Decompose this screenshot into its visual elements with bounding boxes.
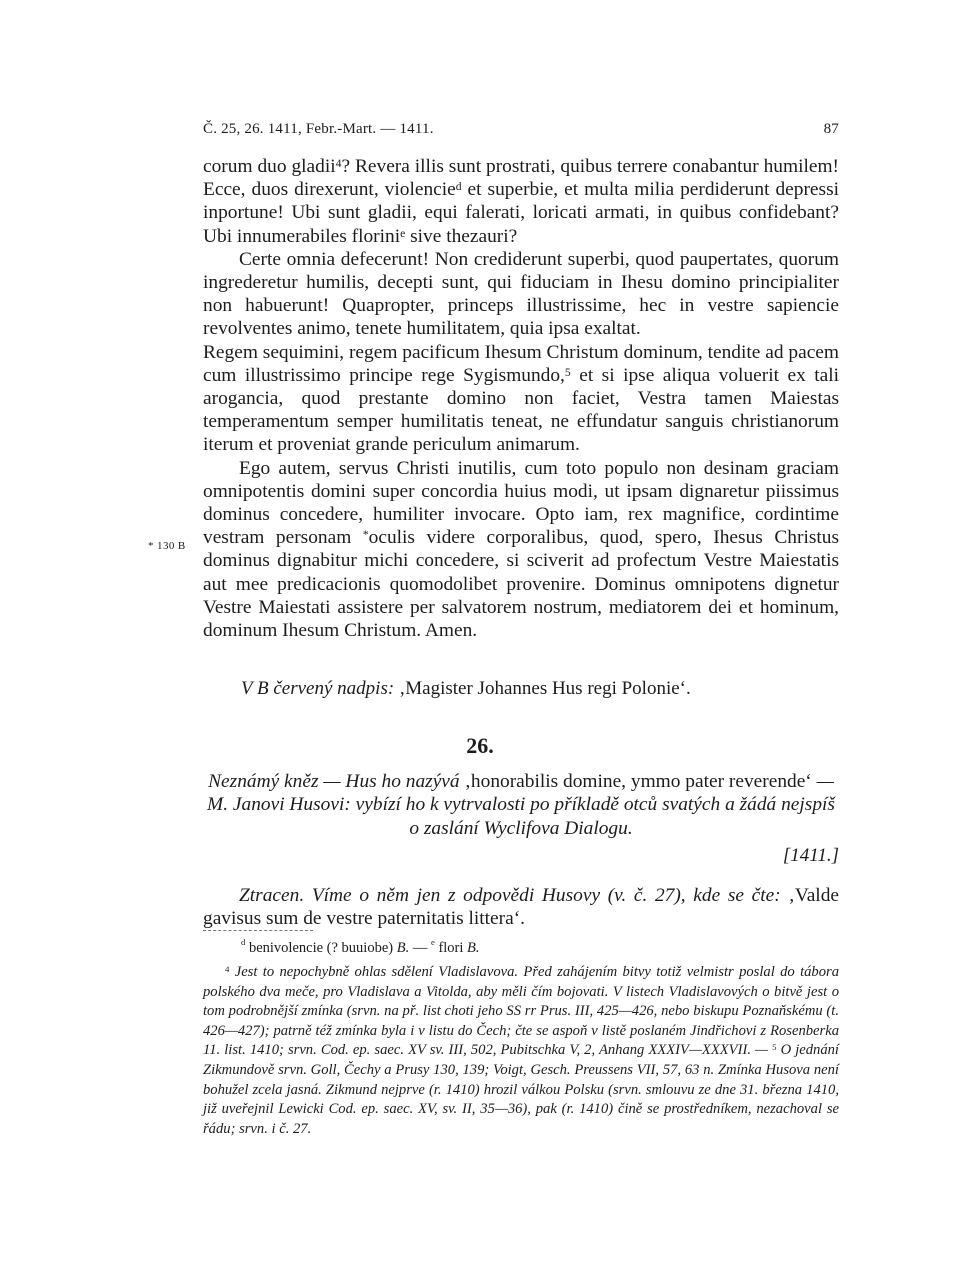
- apparatus-ref-e: e: [400, 226, 406, 240]
- text-run: sive thezauri?: [405, 225, 518, 247]
- text-run: et superbie, et multa milia perdiderunt depressi inportune! Ubi sunt gladii, equi falerati, loricati armati, in quibus confidebant? Ubi innumerabiles florini: [203, 179, 840, 247]
- document-date: [1411.]: [782, 845, 839, 866]
- regest-text: — M. Janovi Husovi: vybízí ho k vytrvalosti po příkladě otců svatých a žádá nejspíš o zaslání Wyclifova Dialogu.: [207, 771, 835, 839]
- apparatus-source: B.: [396, 940, 410, 956]
- paragraph-4: [203, 457, 839, 643]
- apparatus-mark-d: d: [241, 937, 246, 947]
- paragraph-1: [203, 155, 839, 248]
- text-run: Regem sequimini, regem pacificum Ihesum Christum dominum, tendite ad pacem cum illustrissimo principe rege Sygismundo,: [203, 341, 839, 386]
- rubric-text: ‚Magister Johannes Hus regi Polonie‘.: [394, 678, 691, 699]
- footnote-paragraph: [203, 963, 839, 1139]
- apparatus-separator: —: [409, 940, 431, 956]
- footnote-divider: [203, 930, 313, 931]
- apparatus-text: benivolencie (? buuiobe): [245, 940, 397, 956]
- footnote-mark-5: 5: [772, 1042, 777, 1053]
- page-number: 87: [823, 121, 839, 137]
- footnote-ref-5: 5: [564, 365, 571, 379]
- regest-summary: [203, 770, 839, 840]
- rubric-label: V B červený nadpis:: [241, 678, 395, 699]
- footnotes: [203, 963, 839, 1139]
- regest-quote: ‚honorabilis domine, ymmo pater reverende‘: [464, 771, 812, 792]
- apparatus-ref-d: d: [455, 180, 462, 194]
- footnote-ref-4: 4: [335, 157, 342, 170]
- folio-marker: *: [362, 528, 369, 542]
- text-run: Ego autem, servus Christi inutilis, cum toto populo non desinam graciam omnipotentis domini super concordia huius modi, ut ipsam dignaretur piissimus dominus concedere, humiliter invocare. Opto iam, rex magnifice, cordintime vestram personam: [203, 457, 839, 549]
- lost-text: Ztracen. Víme o něm jen z odpovědi Husovy (v. č. 27), kde se čte:: [239, 885, 789, 906]
- letter-body: [203, 155, 839, 642]
- text-run: ? Revera illis sunt prostrati, quibus terrere conabantur humilem! Ecce, duos direxerunt, violencie: [203, 156, 839, 201]
- regest-text: Neznámý kněz — Hus ho nazývá: [208, 771, 465, 792]
- lost-note: [203, 884, 839, 931]
- paragraph-2: Certe omnia defecerunt! Non crediderunt superbi, quod paupertates, quorum ingrederetur humilis, decepti sunt, qui fiduciam in Ihesu domino principialiter non habuerunt! Quapropter, princeps illustrissime, hec in vestre sapiencie revolventes animo, tenete humilitatem, quia ipsa exaltat.: [203, 248, 839, 340]
- lost-quote: ‚Valde gavisus sum de vestre paternitatis littera‘.: [203, 885, 839, 930]
- lost-paragraph: [203, 884, 839, 931]
- running-head: Č. 25, 26. 1411, Febr.-Mart. — 1411.: [203, 121, 434, 137]
- paragraph-3: [203, 341, 839, 457]
- footnote-mark-4: 4: [225, 964, 230, 974]
- running-header: [203, 121, 839, 138]
- text-run: et si ipse aliqua voluerit ex tali arogancia, quod prestante domino non faciet, Vestra tamen Maiestas temperamentum semper humilitatis teneat, ne effundatur sanguis christianorum iterum et proveniat grande periculum animarum.: [203, 364, 840, 456]
- footnote-text-4: Jest to nepochybně ohlas sdělení Vladislavova. Před zahájením bitvy totiž velmistr poslal do tábora polského dva meče, pro Vladislava a Vitolda, aby měli čím bojovati. V listech Vladislavových o bitvě jest o tom podrobnější zmínka (srvn. na př. list choti jeho SS rr Prus. III, 425—426, nebo biskupu Poznaňskému (t. 426—427); patrně též zmínka byla i v listu do Čech; čte se aspoň v listě poslaném Jindřichovi z Rosenberka 11. list. 1410; srvn. Cod. ep. saec. XV sv. III, 502, Pubitschka V, 2, Anhang XXXIV—XXXVII. —: [203, 964, 839, 1059]
- document-number: 26.: [466, 733, 494, 758]
- apparatus-mark-e: e: [430, 937, 435, 947]
- text-run: oculis videre corporalibus, quod, spero, Ihesus Christus dominus dignabitur michi concedere, si sciverit ad profectum Vestre Maiestatis aut mee predicacionis quomodolibet provenire. Dominus omnipotens dignetur Vestre Maiestati assistere per salvatorem nostrum, mediatorem dei et hominum, dominum Ihesum Christum. Amen.: [203, 527, 840, 642]
- footnote-text-5: O jednání Zikmundově srvn. Goll, Čechy a Prusy 130, 139; Voigt, Gesch. Preussens VII, 57, 63 n. Zmínka Husova není bohužel zcela jasná. Zikmund nejprve (r. 1410) hrozil válkou Polsku (srvn. smlouvu ze dne 31. března 1410, již uveřejnil Lewicki Cod. ep. saec. XV, sv. II, 35—36), pak (r. 1410) čině se prostředníkem, nezachoval se řádu; srvn. i č. 27.: [203, 1042, 839, 1137]
- text-run: corum duo gladii: [203, 156, 336, 177]
- apparatus-source: B.: [467, 940, 480, 956]
- apparatus-text: flori: [434, 940, 468, 956]
- critical-apparatus: [241, 937, 801, 957]
- rubric-note: [241, 678, 841, 700]
- margin-folio-note: * 130 B: [148, 540, 186, 552]
- regest-paragraph: [203, 770, 839, 840]
